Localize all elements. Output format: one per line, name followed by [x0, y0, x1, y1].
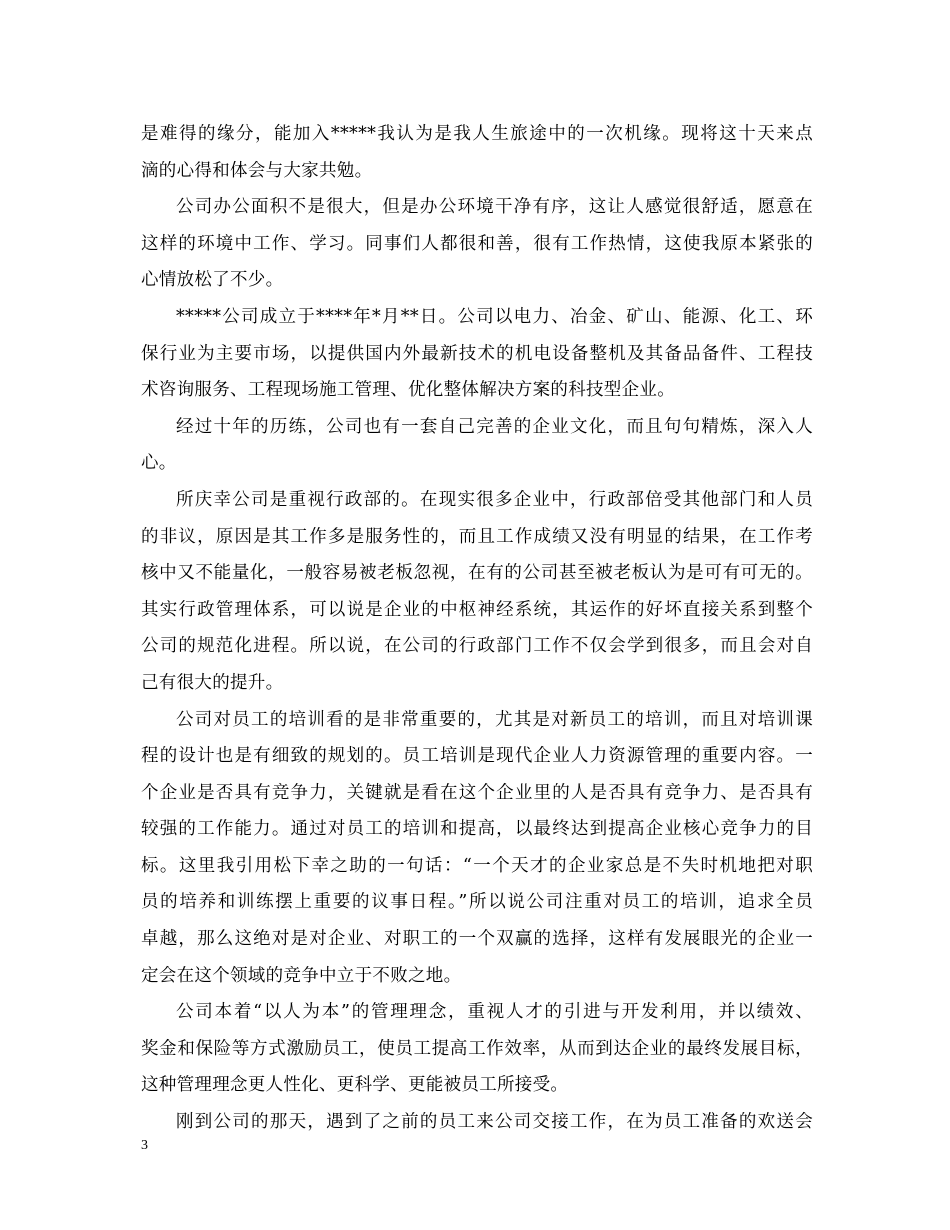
text-line: 其实行政管理体系，可以说是企业的中枢神经系统，其运作的好坏直接关系到整个	[141, 599, 813, 620]
text-line: 奖金和保险等方式激励员工，使员工提高工作效率，从而到达企业的最终发展目标，	[141, 1038, 813, 1059]
text-line: 定会在这个领域的竞争中立于不败之地。	[141, 965, 462, 986]
text-line: 较强的工作能力。通过对员工的培训和提高，以最终达到提高企业核心竞争力的目	[141, 819, 813, 840]
text-line: 保行业为主要市场，以提供国内外最新技术的机电设备整机及其备品备件、工程技	[141, 343, 813, 364]
page-number: 3	[141, 1138, 148, 1153]
text-line: 员的培养和训练摆上重要的议事日程。”所以说公司注重对员工的培训，追求全员	[141, 892, 813, 913]
text-line: 个企业是否具有竞争力，关键就是看在这个企业里的人是否具有竞争力、是否具有	[141, 782, 813, 803]
text-line: 公司的规范化进程。所以说，在公司的行政部门工作不仅会学到很多，而且会对自	[141, 636, 813, 657]
text-line: 刚到公司的那天，遇到了之前的员工来公司交接工作，在为员工准备的欢送会	[176, 1112, 813, 1133]
text-line: 是难得的缘分，能加入*****我认为是我人生旅途中的一次机缘。现将这十天来点	[141, 124, 813, 144]
text-line: 卓越，那么这绝对是对企业、对职工的一个双赢的选择，这样有发展眼光的企业一	[141, 929, 813, 950]
text-line: 公司对员工的培训看的是非常重要的，尤其是对新员工的培训，而且对培训课	[176, 709, 813, 730]
text-line: *****公司成立于****年*月**日。公司以电力、冶金、矿山、能源、化工、环	[176, 306, 813, 327]
text-line: 的非议，原因是其工作多是服务性的，而且工作成绩又没有明显的结果，在工作考	[141, 526, 813, 547]
text-line: 这样的环境中工作、学习。同事们人都很和善，很有工作热情，这使我原本紧张的	[141, 233, 813, 254]
text-line: 己有很大的提升。	[141, 672, 284, 693]
text-line: 标。这里我引用松下幸之助的一句话：“一个天才的企业家总是不失时机地把对职	[141, 855, 813, 876]
text-line: 经过十年的历练，公司也有一套自己完善的企业文化，而且句句精炼，深入人	[176, 416, 813, 437]
text-line: 核中又不能量化，一般容易被老板忽视，在有的公司甚至被老板认为是可有可无的。	[141, 563, 813, 584]
text-line: 公司本着“以人为本”的管理理念，重视人才的引进与开发利用，并以绩效、	[176, 1002, 813, 1023]
text-line: 这种管理理念更人性化、更科学、更能被员工所接受。	[141, 1075, 569, 1096]
text-line: 心情放松了不少。	[141, 270, 284, 291]
text-line: 程的设计也是有细致的规划的。员工培训是现代企业人力资源管理的重要内容。一	[141, 746, 813, 767]
text-line: 术咨询服务、工程现场施工管理、优化整体解决方案的科技型企业。	[141, 380, 675, 401]
text-line: 公司办公面积不是很大，但是办公环境干净有序，这让人感觉很舒适，愿意在	[176, 197, 813, 218]
document-body	[141, 116, 813, 1141]
text-line: 心。	[141, 453, 177, 474]
text-line: 所庆幸公司是重视行政部的。在现实很多企业中，行政部倍受其他部门和人员	[176, 489, 813, 510]
text-line: 滴的心得和体会与大家共勉。	[141, 160, 373, 181]
